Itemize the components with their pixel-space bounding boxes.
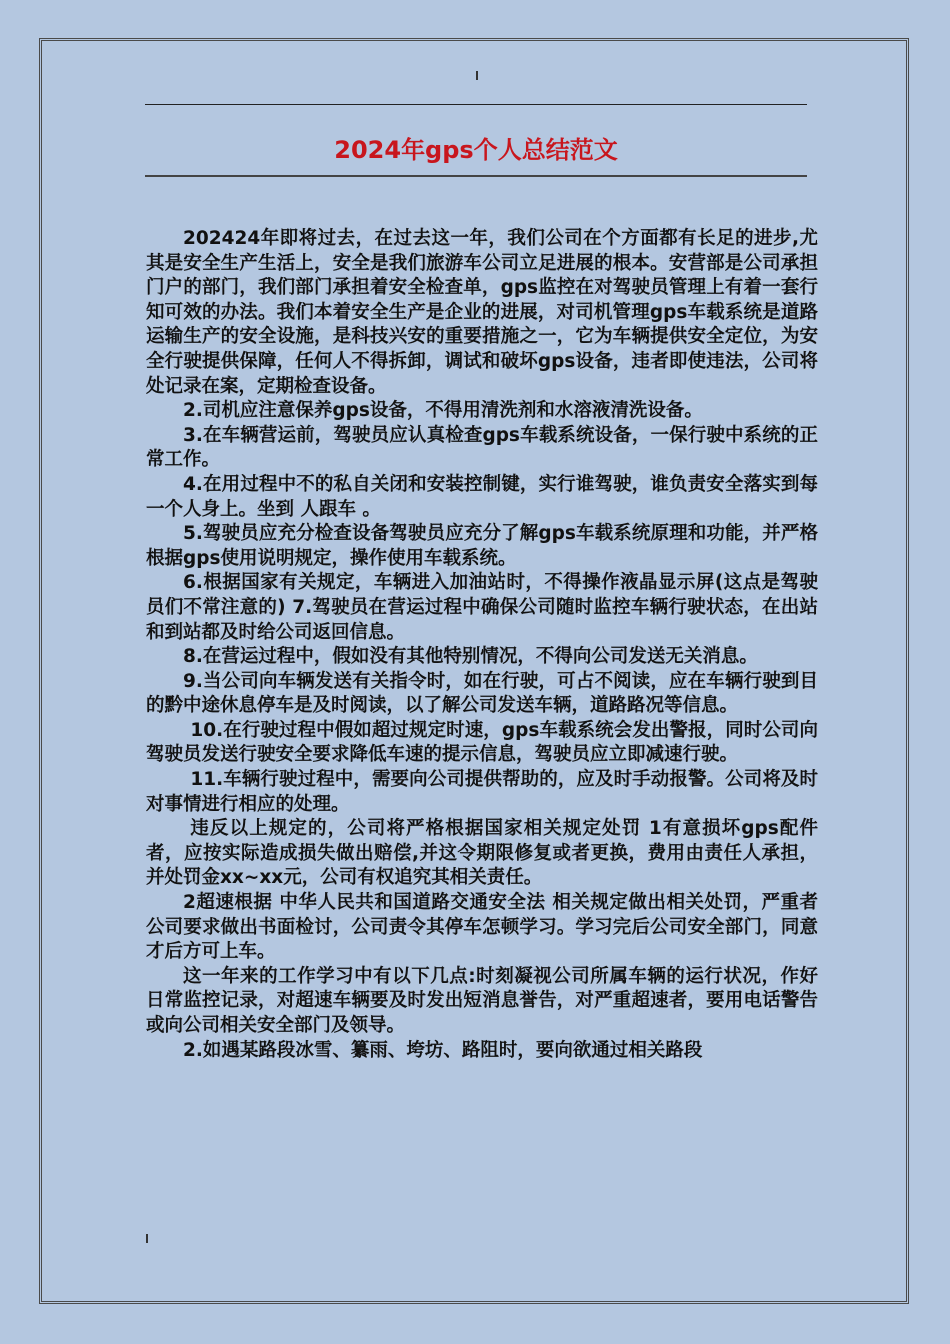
document-page [39, 38, 909, 1304]
paragraph-item-8: 8.在营运过程中，假如没有其他特别情况，不得向公司发送无关消息。 [183, 646, 758, 668]
paragraph-item-9: 9.当公司向车辆发送有关指令时，如在行驶，可占不阅读，应在车辆行驶到目的黔中途休息停车是及时阅读，以了解公司发送车辆，道路路况等信息。 [146, 670, 818, 717]
document-title: 2024年gps个人总结范文 [334, 136, 618, 164]
paragraph-penalty-2: 2超速根据 中华人民共和国道路交通安全法 相关规定做出相关处罚，严重者公司要求做出书面检讨，公司责令其停车怎顿学习。学习完后公司安全部门，同意才后方可上车。 [146, 892, 818, 963]
paragraph-item-10: 10.在行驶过程中假如超过规定时速，gps车载系统会发出警报，同时公司向驾驶员发送行驶安全要求降低车速的提示信息，驾驶员应立即减速行驶。 [146, 719, 818, 766]
header-marker [476, 71, 478, 80]
document-body [146, 227, 818, 1063]
paragraph-penalty-1: 违反以上规定的，公司将严格根据国家相关规定处罚 1有意损坏gps配件者，应按实际造成损失做出赔偿,并这令期限修复或者更换，费用由责任人承担，并处罚金xx~xx元，公司有权追究其相关责任。 [146, 818, 818, 889]
title-underline [145, 175, 807, 177]
paragraph-item-3: 3.在车辆营运前，驾驶员应认真检查gps车载系统设备，一保行驶中系统的正常工作。 [146, 424, 818, 471]
paragraph-item-11: 11.车辆行驶过程中，需要向公司提供帮助的，应及时手动报警。公司将及时对事情进行相应的处理。 [146, 769, 818, 815]
paragraph-item-4: 4.在用过程中不的私自关闭和安装控制键，实行谁驾驶，谁负责安全落实到每一个人身上。坐到 人跟车 。 [146, 473, 818, 520]
paragraph-item-2: 2.司机应注意保养gps设备，不得用清洗剂和水溶液清洗设备。 [183, 400, 703, 422]
paragraph-summary: 这一年来的工作学习中有以下几点:时刻凝视公司所属车辆的运行状况，作好日常监控记录，对超速车辆要及时发出短消息誉告，对严重超速者，要用电话警告或向公司相关安全部门及领导。 [146, 965, 818, 1036]
paragraph-item-5: 5.驾驶员应充分检查设备驾驶员应充分了解gps车载系统原理和功能，并严格根据gps使用说明规定，操作使用车载系统。 [146, 523, 818, 569]
footer-marker [146, 1234, 148, 1243]
paragraph-summary-2: 2.如遇某路段冰雪、纂雨、垮坊、路阻时，要向欲通过相关路段 [183, 1039, 703, 1061]
paragraph-item-6-7: 6.根据国家有关规定，车辆进入加油站时，不得操作液晶显示屏(这点是驾驶员们不常注意的) 7.驾驶员在营运过程中确保公司随时监控车辆行驶状态，在出站和到站都及时给公司返回信息。 [146, 572, 818, 643]
paragraph-intro: 202424年即将过去，在过去这一年，我们公司在个方面都有长足的进步,尤其是安全生产生活上，安全是我们旅游车公司立足进展的根本。安营部是公司承担门户的部门，我们部门承担着安全检查单，gps监控在对驾驶员管理上有着一套行知可效的办法。我们本着安全生产是企业的进展，对司机管理gps车载系统是道路运输生产的安全设施，是科技兴安的重要措施之一，它为车辆提供安全定位，为安全行驶提供保障，任何人不得拆卸，调试和破坏gps设备，违者即使违法，公司将处记录在案，定期检查设备。 [146, 228, 818, 397]
header-rule [145, 104, 807, 105]
